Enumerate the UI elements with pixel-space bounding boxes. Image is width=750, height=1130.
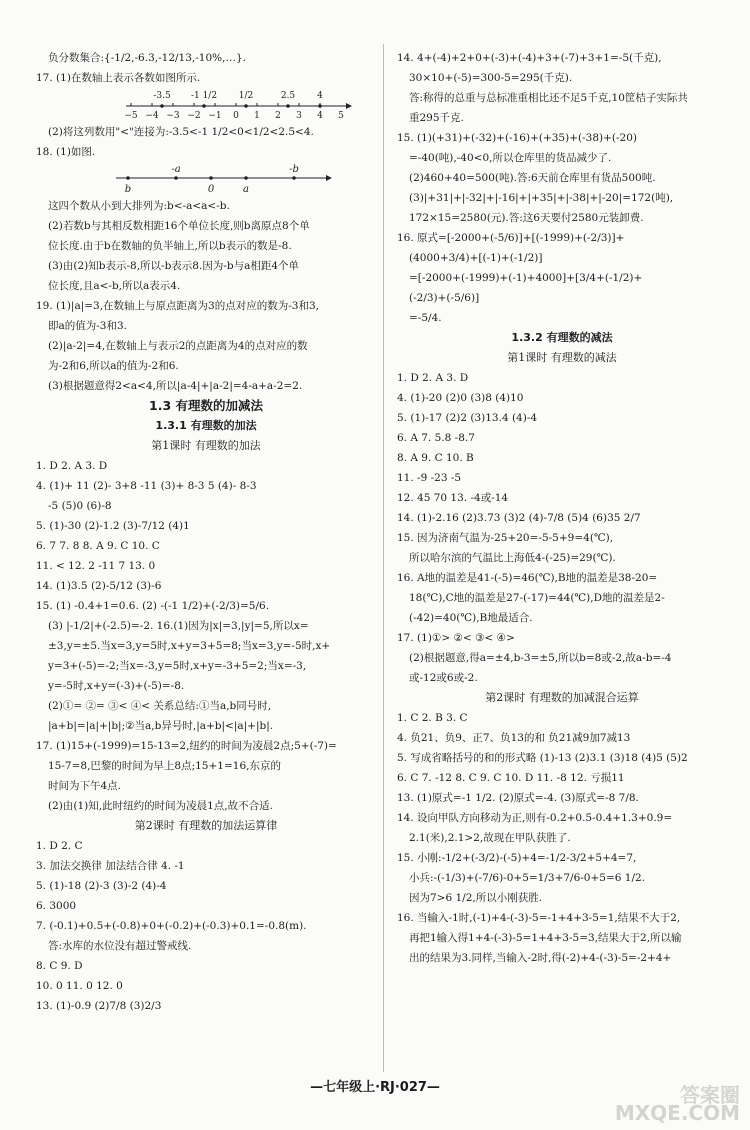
svg-text:1: 1 [254,111,260,121]
q15-line: 15. (1)(+31)+(-32)+(-16)+(+35)+(-38)+(-20) [397,132,638,144]
answer-line: -5 (5)0 (6)-8 [48,500,112,512]
answer-line: 5. (1)-17 (2)2 (3)13.4 (4)-4 [397,412,538,424]
q19-line: 19. (1)|a|=3,在数轴上与原点距离为3的点对应的数为-3和3, [36,300,319,312]
q17-label-3: 1/2 [238,91,254,101]
q14-line: 30×10+(-5)=300-5=295(千克). [409,72,573,84]
q16-line: 16. 原式=[-2000+(-5/6)]+[(-1999)+(-2/3)]+ [397,232,625,244]
answer-line: 14. (1)3.5 (2)-5/12 (3)-6 [36,580,162,592]
answer-line: (-42)=40(℃),B地最适合. [409,612,533,624]
lesson-title: 第1课时 有理数的减法 [507,351,617,364]
watermark-text-en: MXQE.COM [614,1101,740,1125]
q18-line: (2)若数b与其相反数相距16个单位长度,则b离原点8个单 [48,220,310,232]
answer-line: 答:水库的水位没有超过警戒线. [48,940,192,952]
q18-line: (3)由(2)知b表示-8,所以-b表示8.因为-b与a相距4个单 [48,260,300,272]
lesson-title: 第2课时 有理数的加减混合运算 [485,691,639,704]
answer-line: 14. 设向甲队方向移动为正,则有-0.2+0.5-0.4+1.3+0.9= [397,812,673,824]
q18-line: 位长度,且a<-b,所以a表示4. [48,280,181,292]
answer-line: 出的结果为3.同样,当输入-2时,得(-2)+4-(-3)-5=-2+4+ [409,952,672,964]
svg-text:2: 2 [275,111,281,121]
answer-line: 2.1(米),2.1>2,故现在甲队获胜了. [409,832,571,844]
page-footer: —七年级上·RJ·027— [310,1080,440,1095]
answer-line: 5. (1)-18 (2)-3 (3)-2 (4)-4 [36,880,167,892]
answer-line: 15. (1) -0.4+1=0.6. (2) -(-1 1/2)+(-2/3)=5/6. [36,600,270,612]
q18-label-b: b [124,184,132,195]
svg-text:4: 4 [317,111,323,121]
svg-text:5: 5 [338,111,344,121]
answer-line: 4. (1)-20 (2)0 (3)8 (4)10 [397,392,524,404]
watermark-text-cn: 答案圈 [680,1083,740,1107]
q19-line: 为-2和6,所以a的值为-2和6. [48,360,179,372]
q15-line: (2)460+40=500(吨).答:6天前仓库里有货品500吨. [409,172,656,184]
q17-label-2: -1 1/2 [190,91,218,101]
answer-line: 时间为下午4点. [48,780,122,792]
answer-line: 因为7>6 1/2,所以小刚获胜. [409,892,543,904]
answer-line: 15. 小刚:-1/2+(-3/2)-(-5)+4=-1/2-3/2+5+4=7, [397,852,637,864]
svg-text:0: 0 [233,111,239,121]
answer-line: 8. C 9. D [36,960,83,972]
answer-line: 或-12或6或-2. [409,672,478,684]
left-column [36,48,376,1016]
answer-line: 4. 负21、负9、正7、负13的和 负21减9加7减13 [397,732,631,744]
q16-line: (4000+3/4)+[(-1)+(-1/2)] [409,252,543,264]
answer-line: 1. C 2. B 3. C [397,712,468,724]
answer-line: 14. (1)-2.16 (2)3.73 (3)2 (4)-7/8 (5)4 (6)35 2/7 [397,512,641,524]
answer-line: y=3+(-5)=-2;当x=-3,y=5时,x+y=-3+5=2;当x=-3, [48,660,307,672]
section-title: 1.3 有理数的加减法 [149,398,263,413]
q15-line: =-40(吨),-40<0,所以仓库里的货品减少了. [409,152,612,164]
svg-text:−3: −3 [166,111,180,121]
q14-line: 重295千克. [409,112,464,124]
answer-line: (2)①= ②= ③< ④< 关系总结:①当a,b同号时, [48,700,272,712]
answer-line: 3. 加法交换律 加法结合律 4. -1 [36,860,185,872]
answer-line: ±3,y=±5.当x=3,y=5时,x+y=3+5=8;当x=3,y=-5时,x+ [48,640,331,652]
answer-line: y=-5时,x+y=(-3)+(-5)=-8. [48,680,185,692]
subsection-title: 1.3.2 有理数的减法 [511,331,613,344]
lesson-title: 第1课时 有理数的加法 [151,439,261,452]
q18-label-neg-b: -b [289,164,299,175]
answer-line: 5. 写成省略括号的和的形式略 (1)-13 (2)3.1 (3)18 (4)5 (5)2 [397,752,688,764]
watermark-logo [590,1083,740,1126]
answer-line: 6. C 7. -12 8. C 9. C 10. D 11. -8 12. 亏损11 [397,772,625,784]
answer-line: 1. D 2. A 3. D [36,460,108,472]
answer-line: 6. 3000 [36,900,77,912]
q19-line: 即a的值为-3和3. [48,320,128,332]
subsection-title: 1.3.1 有理数的加法 [155,419,257,432]
svg-text:−4: −4 [145,111,159,121]
answer-line: 10. 0 11. 0 12. 0 [36,980,123,992]
column-divider [383,44,384,1072]
answer-line: 16. 当输入-1时,(-1)+4-(-3)-5=-1+4+3-5=1,结果不大于2, [397,912,681,924]
q17-part1: 17. (1)在数轴上表示各数如图所示. [36,72,201,84]
answer-line: 11. -9 -23 -5 [397,472,462,484]
answer-line: 1. D 2. C [36,840,83,852]
q17-part2: (2)将这列数用"<"连接为:-3.5<-1 1/2<0<1/2<2.5<4. [48,126,314,138]
answer-line: 再把1输入得1+4-(-3)-5=1+4+3-5=3,结果大于2,所以输 [409,932,682,944]
q15-line: 172×15=2580(元).答:这6天要付2580元装卸费. [409,212,644,224]
q17-label-4: 2.5 [280,91,296,101]
svg-text:−5: −5 [124,111,138,121]
answer-line: 小兵:-(-1/3)+(-7/6)-0+5=1/3+7/6-0+5=6 1/2. [409,872,646,884]
answer-line: 所以哈尔滨的气温比上海低4-(-25)=29(℃). [409,552,616,564]
neg-set-line: 负分数集合:{-1/2,-6.3,-12/13,-10%,…}. [48,52,246,64]
q14-line: 14. 4+(-4)+2+0+(-3)+(-4)+3+(-7)+3+1=-5(千克), [397,52,662,64]
svg-text:3: 3 [296,111,302,121]
answer-line: 17. (1)①> ②< ③< ④> [397,632,515,644]
svg-text:−2: −2 [187,111,201,121]
svg-text:−1: −1 [208,111,222,121]
q16-line: =-5/4. [409,312,442,324]
answer-line: (3) |-1/2|+(-2.5)=-2. 16.(1)因为|x|=3,|y|=5,所以x= [48,620,309,632]
q18-line: 这四个数从小到大排列为:b<-a<a<-b. [48,200,230,212]
q19-line: (3)根据题意得2<a<4,所以|a-4|+|a-2|=4-a+a-2=2. [48,380,303,392]
answer-line: 8. A 9. C 10. B [397,452,474,464]
q17-label-5: 4 [317,91,323,101]
q18-label-a: a [243,184,249,195]
answer-line: 6. 7 7. 8 8. A 9. C 10. C [36,540,160,552]
answer-line: |a+b|=|a|+|b|;②当a,b异号时,|a+b|<|a|+|b|. [48,720,274,732]
lesson-title: 第2课时 有理数的加法运算律 [134,819,278,832]
answer-line: 17. (1)15+(-1999)=15-13=2,纽约的时间为凌晨2点;5+(-7)= [36,740,337,752]
answer-line: (2)由(1)知,此时纽约的时间为凌晨1点,故不合适. [48,800,273,812]
answer-line: 4. (1)+ 11 (2)- 3+8 -11 (3)+ 8-3 5 (4)- 8-3 [36,480,257,492]
number-line-q17 [36,88,376,122]
answer-line: 12. 45 70 13. -4或-14 [397,492,509,504]
q16-line: =[-2000+(-1999)+(-1)+4000]+[3/4+(-1/2)+ [409,272,643,284]
answer-line: 6. A 7. 5.8 -8.7 [397,432,475,444]
q18-label-neg-a: -a [171,164,181,175]
answer-line: 15-7=8,巴黎的时间为早上8点;15+1=16,东京的 [48,760,281,772]
answer-line: 18(℃),C地的温差是27-(-17)=44(℃),D地的温差是2- [409,592,665,604]
answer-line: 16. A地的温差是41-(-5)=46(℃),B地的温差是38-20= [397,572,658,584]
number-line-q18 [36,162,376,196]
q16-line: (-2/3)+(-5/6)] [409,292,480,304]
q19-line: (2)|a-2|=4,在数轴上与表示2的点距离为4的点对应的数 [48,340,308,352]
answer-line: 7. (-0.1)+0.5+(-0.8)+0+(-0.2)+(-0.3)+0.1=-0.8(m). [36,920,307,932]
answer-line: 15. 因为济南气温为-25+20=-5-5+9=4(℃), [397,532,614,544]
q15-line: (3)|+31|+|-32|+|-16|+|+35|+|-38|+|-20|=172(吨), [409,192,674,204]
q18-label-zero: 0 [207,184,215,195]
q17-label-1: -3.5 [153,91,171,101]
answer-line: 1. D 2. A 3. D [397,372,469,384]
q18-part1: 18. (1)如图. [36,146,96,158]
answer-line: 5. (1)-30 (2)-1.2 (3)-7/12 (4)1 [36,520,190,532]
q14-line: 答:称得的总重与总标准重相比还不足5千克,10筐桔子实际共 [409,92,688,104]
answer-line: (2)根据题意,得a=±4,b-3=±5,所以b=8或-2,故a-b=-4 [409,652,672,664]
answer-line: 11. < 12. 2 -11 7 13. 0 [36,560,156,572]
right-column [397,48,727,968]
answer-line: 13. (1)-0.9 (2)7/8 (3)2/3 [36,1000,162,1012]
answer-line: 13. (1)原式=-1 1/2. (2)原式=-4. (3)原式=-8 7/8. [397,792,639,804]
q18-line: 位长度.由于b在数轴的负半轴上,所以b表示的数是-8. [48,240,292,252]
